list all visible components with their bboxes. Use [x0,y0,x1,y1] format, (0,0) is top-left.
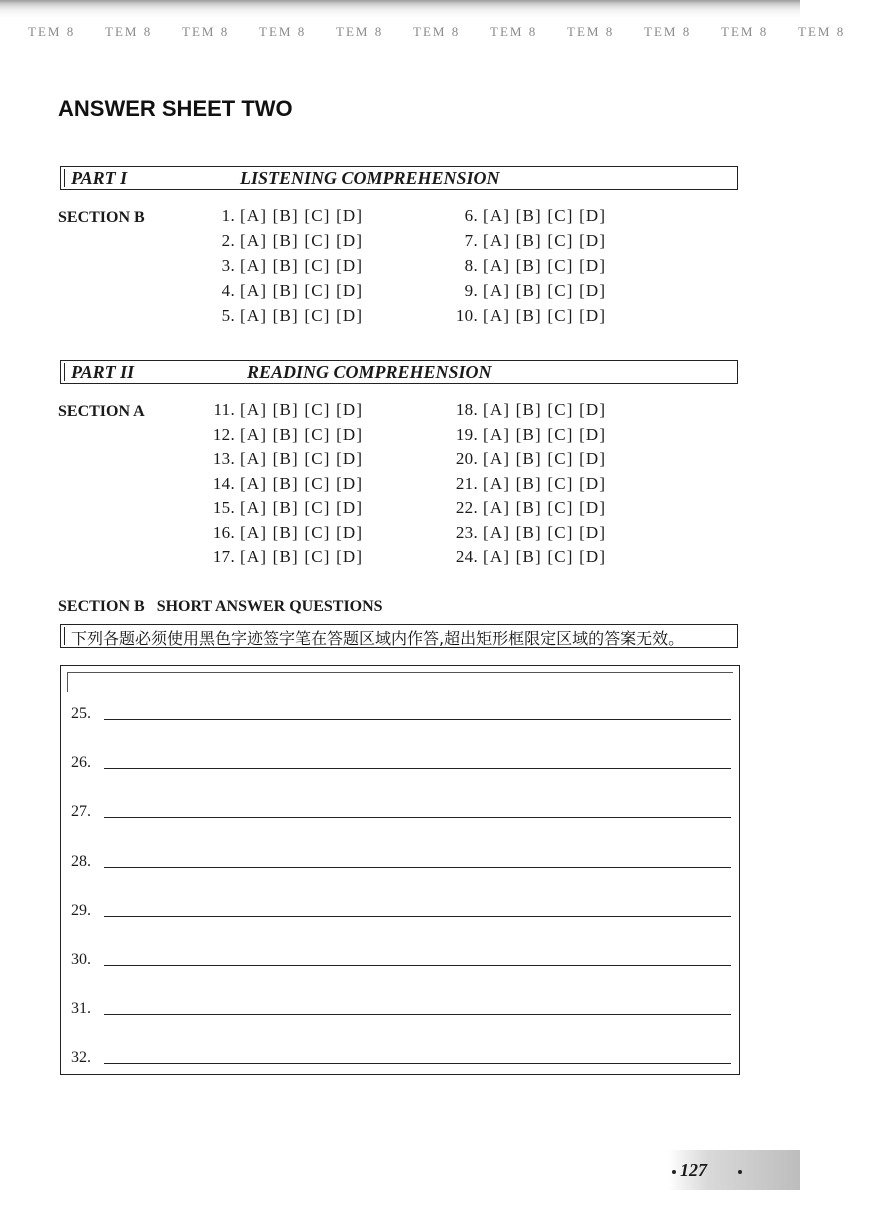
question-row [202,449,363,469]
answer-options[interactable]: [A] [B] [C] [D] [483,400,607,419]
answer-options[interactable]: [A] [B] [C] [D] [483,498,607,517]
answer-line[interactable] [104,1063,731,1064]
question-number: 23. [455,522,478,542]
question-row [440,231,606,251]
question-number: 19. [455,424,478,444]
answer-options[interactable]: [A] [B] [C] [D] [483,306,607,325]
running-header-item: TEM 8 [644,24,692,39]
question-number: 13. [212,449,235,468]
question-number: 9. [464,281,478,300]
question-row [202,206,363,226]
question-row [202,474,363,494]
running-header [28,24,846,40]
instructions-text: 下列各题必须使用黑色字迹签字笔在答题区域内作答,超出矩形框限定区域的答案无效。 [71,629,685,648]
answer-options[interactable]: [A] [B] [C] [D] [240,522,364,542]
running-header-item: TEM 8 [259,24,307,39]
short-answer-number: 25. [71,705,91,722]
part-2-label: PART II [71,362,135,382]
running-header-item: TEM 8 [28,24,76,39]
running-header-item: TEM 8 [721,24,769,39]
question-number: 10. [455,306,478,325]
question-row [440,400,606,420]
page-number-tab [668,1150,800,1190]
question-row [202,281,363,301]
part-1-header [60,166,738,190]
page-number: 127 [680,1160,707,1180]
question-number: 22. [455,498,478,517]
answer-options[interactable]: [A] [B] [C] [D] [240,231,364,250]
question-row [440,425,606,445]
part-1-label: PART I [71,168,128,188]
dot-right [738,1170,742,1174]
answer-options[interactable]: [A] [B] [C] [D] [483,449,607,468]
answer-options[interactable]: [A] [B] [C] [D] [483,547,607,566]
question-number: 17. [212,547,235,566]
question-row [202,547,363,567]
question-row [440,306,606,326]
question-number: 4. [221,281,235,300]
question-number: 3. [221,256,235,275]
answer-line[interactable] [104,817,731,818]
part-2-header [60,360,738,384]
question-number: 20. [455,449,478,468]
answer-options[interactable]: [A] [B] [C] [D] [483,522,607,542]
short-answer-row[interactable] [71,697,731,723]
answer-options[interactable]: [A] [B] [C] [D] [240,306,364,325]
running-header-item: TEM 8 [336,24,384,39]
question-row [440,449,606,469]
part-2-title: READING COMPREHENSION [247,362,492,382]
question-row [440,206,606,226]
question-row [202,231,363,251]
answer-options[interactable]: [A] [B] [C] [D] [483,281,607,300]
box-tick [64,363,65,381]
answer-options[interactable]: [A] [B] [C] [D] [483,473,607,493]
dot-left [672,1170,676,1174]
short-answer-number: 26. [71,754,91,772]
short-answer-row[interactable] [71,992,731,1018]
short-answer-row[interactable] [71,943,731,969]
running-header-item: TEM 8 [567,24,615,39]
short-answer-row[interactable] [71,795,731,821]
question-number: 24. [455,547,478,566]
answer-options[interactable]: [A] [B] [C] [D] [240,281,364,300]
question-number: 12. [212,424,235,444]
question-row [440,474,606,494]
short-answer-row[interactable] [71,894,731,920]
question-row [202,256,363,276]
short-answer-row[interactable] [71,1041,731,1067]
question-row [440,256,606,276]
page-title: ANSWER SHEET TWO [58,96,293,121]
question-row [202,523,363,543]
answer-options[interactable]: [A] [B] [C] [D] [240,449,364,468]
question-number: 6. [464,206,478,225]
question-number: 8. [464,256,478,275]
question-row [202,400,363,420]
short-answer-number: 32. [71,1049,91,1067]
answer-options[interactable]: [A] [B] [C] [D] [240,256,364,275]
short-answer-row[interactable] [71,845,731,871]
question-row [202,498,363,518]
question-number: 11. [213,400,235,419]
question-number: 14. [212,473,235,493]
short-answer-row[interactable] [71,746,731,772]
answer-options[interactable]: [A] [B] [C] [D] [240,547,364,566]
short-answer-number: 31. [71,1000,91,1018]
answer-line[interactable] [104,1014,731,1015]
question-row [202,425,363,445]
answer-options[interactable]: [A] [B] [C] [D] [483,231,607,250]
answer-options[interactable]: [A] [B] [C] [D] [240,498,364,517]
answer-options[interactable]: [A] [B] [C] [D] [483,206,607,225]
short-answer-number: 30. [71,951,91,968]
question-number: 16. [212,522,235,542]
running-header-item: TEM 8 [105,24,153,39]
section-b-title: SECTION B SHORT ANSWER QUESTIONS [58,598,383,615]
question-number: 21. [455,473,478,493]
answer-line[interactable] [104,916,731,917]
question-number: 2. [221,231,235,250]
question-row [440,281,606,301]
question-number: 1. [221,206,235,225]
part-1-section-label: SECTION B [58,209,145,226]
question-row [440,523,606,543]
question-number: 15. [212,498,235,517]
answer-options[interactable]: [A] [B] [C] [D] [240,400,364,419]
answer-area-top-rule [67,672,733,673]
answer-area-corner [67,672,68,692]
answer-options[interactable]: [A] [B] [C] [D] [240,424,364,444]
answer-options[interactable]: [A] [B] [C] [D] [483,256,607,275]
answer-line[interactable] [104,965,731,966]
question-number: 7. [464,231,478,250]
answer-options[interactable]: [A] [B] [C] [D] [483,424,607,444]
short-answer-number: 27. [71,803,91,821]
question-number: 18. [455,400,478,419]
running-header-item: TEM 8 [413,24,461,39]
answer-line[interactable] [104,867,731,868]
question-row [440,547,606,567]
short-answer-number: 28. [71,852,91,870]
short-answer-number: 29. [71,901,91,919]
running-header-item: TEM 8 [182,24,230,39]
question-row [202,306,363,326]
part-1-title: LISTENING COMPREHENSION [240,168,500,188]
question-number: 5. [221,306,235,325]
answer-line[interactable] [104,719,731,720]
answer-options[interactable]: [A] [B] [C] [D] [240,473,364,493]
box-tick [64,169,65,187]
answer-options[interactable]: [A] [B] [C] [D] [240,206,364,225]
answer-line[interactable] [104,768,731,769]
instructions-notice [60,624,738,648]
part-2-section-label: SECTION A [58,403,145,420]
question-row [440,498,606,518]
running-header-item: TEM 8 [490,24,538,39]
box-tick [64,627,65,645]
answer-area [60,665,740,1075]
running-header-item: TEM 8 [798,24,846,39]
